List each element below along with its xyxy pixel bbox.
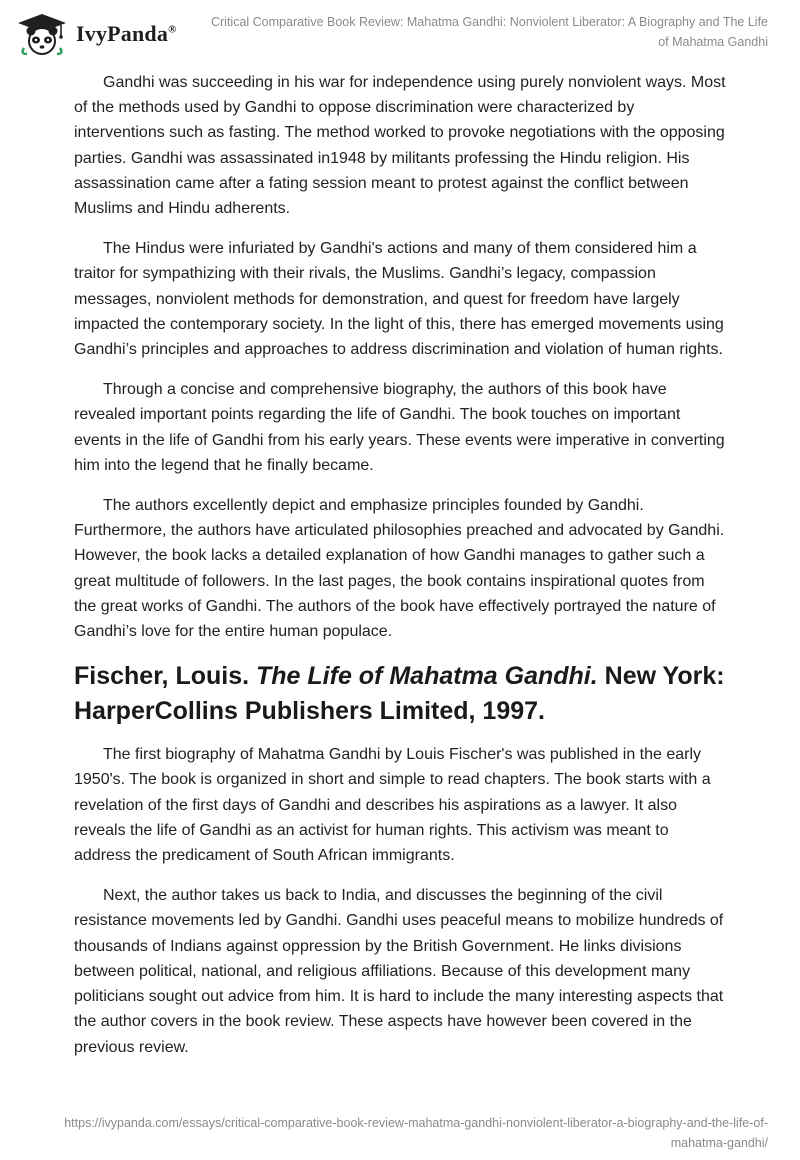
source-url[interactable]: https://ivypanda.com/essays/critical-comparative-book-review-mahatma-gandhi-nonviolent-liberator-a-biography-and-the-life-of-mahatma-gandhi/ <box>64 1116 768 1150</box>
body-paragraph: Gandhi was succeeding in his war for independence using purely nonviolent ways. Most of the methods used by Gandhi to oppose discrimination were characterized by interventions such as fasting. The method worked to provoke negotiations with the opposing parties. Gandhi was assassinated in1948 by militants professing the Hindu religion. His assassination came after a fating session meant to protest against the conflict between Muslims and Hindu adherents. <box>74 74 726 218</box>
ivypanda-logo[interactable] <box>14 12 177 56</box>
document-title: Critical Comparative Book Review: Mahatma Gandhi: Nonviolent Liberator: A Biography and The Life of Mahatma Gandhi <box>210 15 768 49</box>
body-paragraph: The Hindus were infuriated by Gandhi's actions and many of them considered him a traitor for sympathizing with their rivals, the Muslims. Gandhi’s legacy, compassion messages, nonviolent methods for demonstration, and quest for freedom have largely impacted the contemporary society. In the light of this, there has emerged movements using Gandhi’s principles and approaches to address discrimination and violation of human rights. <box>74 240 724 359</box>
document-body <box>74 70 726 1075</box>
body-paragraph: Next, the author takes us back to India, and discusses the beginning of the civil resistance movements led by Gandhi. Gandhi uses peaceful means to mobilize hundreds of thousands of Indians against oppression by the British Government. He links divisions between political, national, and religious affiliations. Because of this development many politicians sought out advice from him. It is hard to include the many interesting aspects that the author covers in the book review. These aspects have however been covered in the previous review. <box>74 887 724 1056</box>
heading-book-title: The Life of Mahatma Gandhi. <box>256 662 598 691</box>
section-heading <box>74 659 726 729</box>
body-paragraph: Through a concise and comprehensive biography, the authors of this book have revealed important points regarding the life of Gandhi. The book touches on important events in the life of Gandhi from his early years. These events were imperative in converting him into the legend that he finally became. <box>74 381 725 474</box>
registered-mark: ® <box>168 23 177 36</box>
body-paragraph: The authors excellently depict and emphasize principles founded by Gandhi. Furthermore, the authors have articulated philosophies preached and advocated by Gandhi. However, the book lacks a detailed explanation of how Gandhi manages to gather such a great multitude of followers. In the last pages, the book contains inspirational quotes from the great works of Gandhi. The authors of the book have effectively portrayed the nature of Gandhi’s love for the entire human populace. <box>74 497 725 641</box>
panda-graduate-icon <box>14 12 70 56</box>
body-paragraph: The first biography of Mahatma Gandhi by Louis Fischer's was published in the early 1950's. The book is organized in short and simple to read chapters. The book starts with a revelation of the first days of Gandhi and describes his aspirations as a lawyer. It also reveals the life of Gandhi as an activist for human rights. This activism was meant to address the predicament of South African immigrants. <box>74 746 711 865</box>
heading-author: Fischer, Louis. <box>74 662 250 691</box>
logo-wordmark: IvyPanda® <box>76 21 177 46</box>
heading-publisher: New York: HarperCollins Publishers Limited, 1997. <box>74 662 725 726</box>
